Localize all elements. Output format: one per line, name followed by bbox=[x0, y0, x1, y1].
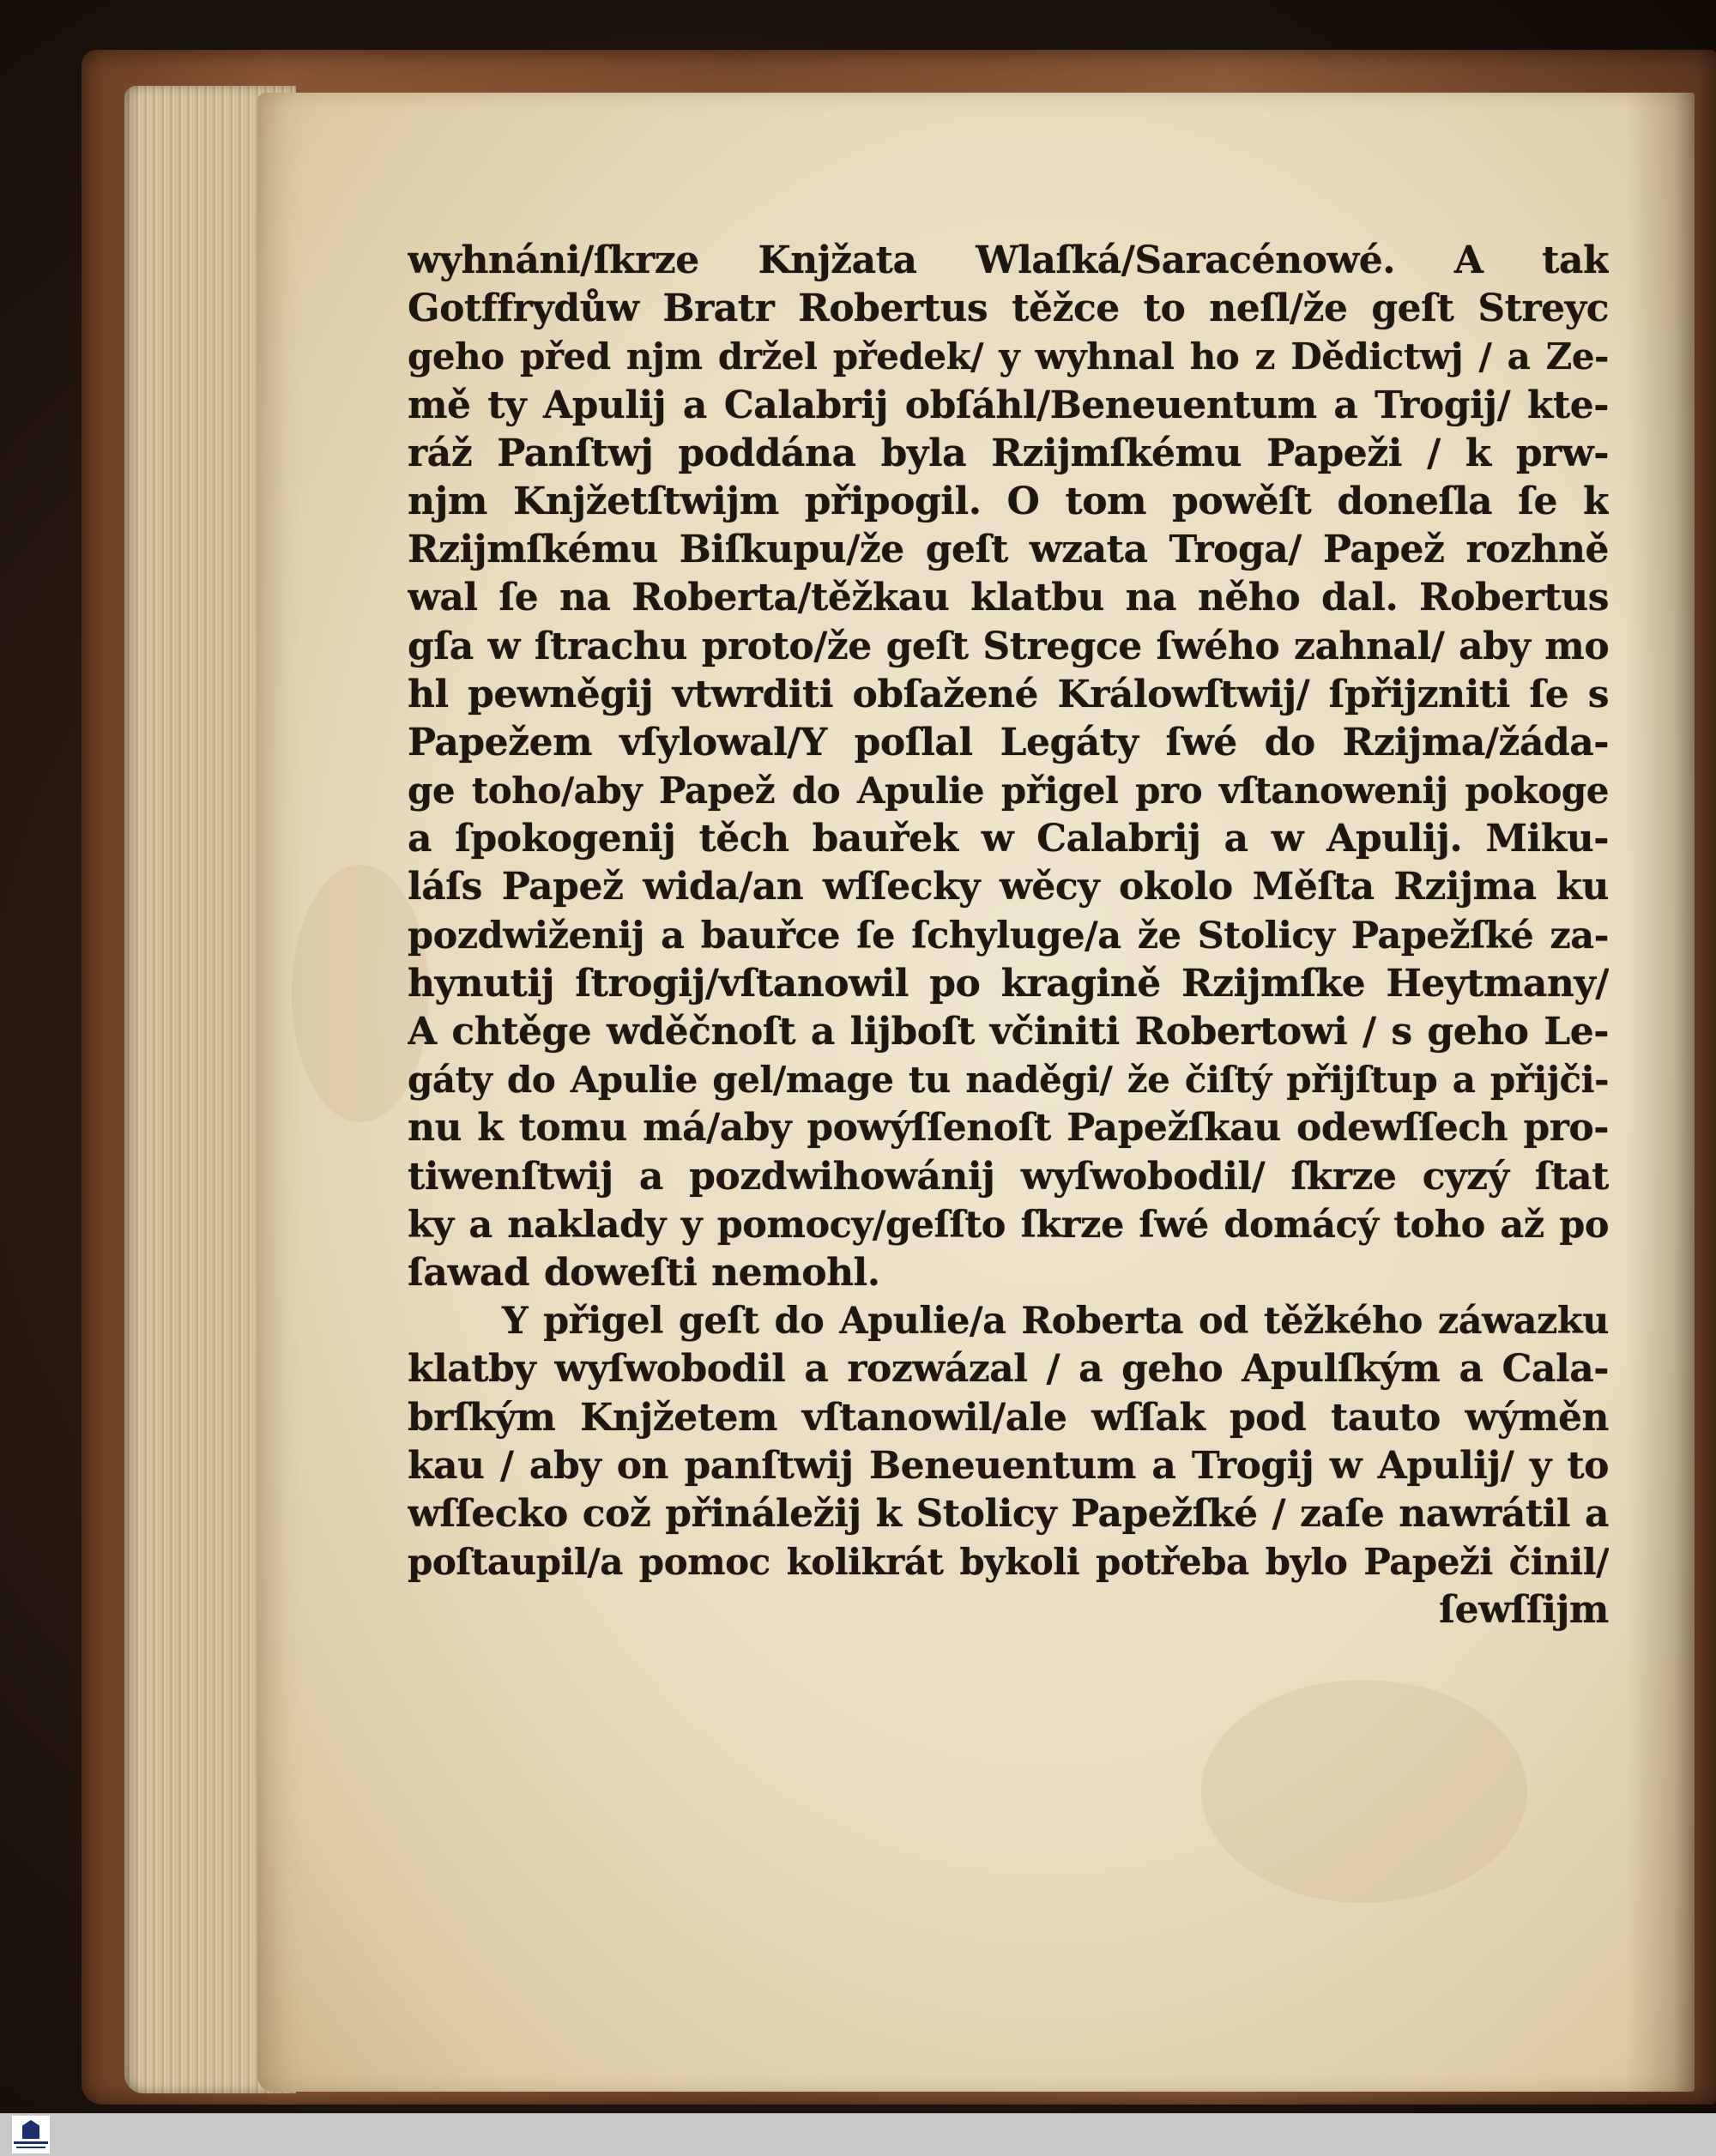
logo-text-bar bbox=[14, 2141, 48, 2144]
text-line: brſkým Knjžetem vſtanowil/ale wſſak pod tauto wýměn bbox=[408, 1395, 1609, 1440]
text-line: gſa w ſtrachu proto/že geſt Stregce ſwého zahnal/ aby mo bbox=[408, 624, 1609, 668]
text-line: poſtaupil/a pomoc kolikrát bykoli potřeba bylo Papeži činil/ bbox=[408, 1541, 1609, 1584]
text-line: A chtěge wděčnoſt a lijboſt včiniti Robertowi / s geho Le- bbox=[408, 1010, 1609, 1054]
text-line: geho před njm držel předek/ y wyhnal ho z Dědictwj / a Ze- bbox=[408, 335, 1609, 378]
text-line: klatby wyſwobodil a rozwázal / a geho Apulſkým a Cala- bbox=[408, 1347, 1609, 1392]
text-block bbox=[408, 237, 1609, 1634]
library-logo-icon bbox=[12, 2116, 50, 2153]
text-line: pozdwiženij a bauřce ſe ſchyluge/a že Stolicy Papežſké za- bbox=[408, 914, 1609, 957]
text-line: njm Knjžetſtwijm připogil. O tom powěſt doneſla ſe k bbox=[408, 479, 1609, 523]
text-line: wal ſe na Roberta/těžkau klatbu na něho dal. Robertus bbox=[408, 576, 1609, 620]
text-line: a ſpokogenij těch bauřek w Calabrij a w Apulij. Miku- bbox=[408, 817, 1609, 861]
catchword: ſewſſijm bbox=[1439, 1588, 1609, 1633]
text-line: nu k tomu má/aby powýſſenoſt Papežſkau odewſſech pro- bbox=[408, 1106, 1609, 1150]
text-line: tiwenſtwij a pozdwihowánij wyſwobodil/ ſkrze cyzý ſtat bbox=[408, 1154, 1609, 1199]
text-line: Rzijmſkému Biſkupu/že geſt wzata Troga/ Papež rozhně bbox=[408, 528, 1609, 572]
logo-mark bbox=[22, 2120, 39, 2139]
text-line: Gotffrydůw Bratr Robertus těžce to neſl/že geſt Streyc bbox=[408, 287, 1609, 331]
text-line: hynutij ſtrogij/vſtanowil po kragině Rzijmſke Heytmany/ bbox=[408, 961, 1609, 1006]
text-line: ſawad doweſti nemohl. bbox=[408, 1250, 880, 1295]
paper-stain bbox=[1201, 1680, 1527, 1903]
text-line: ge toho/aby Papež do Apulie přigel pro vſtanowenij pokoge bbox=[408, 770, 1609, 812]
text-line: kau / aby on panſtwij Beneuentum a Trogij w Apulij/ y to bbox=[408, 1443, 1609, 1488]
text-line: wyhnáni/ſkrze Knjžata Wlaſká/Saracénowé. A tak bbox=[408, 239, 1609, 282]
text-line: ky a naklady y pomocy/geſſto ſkrze ſwé domácý toho až po bbox=[408, 1203, 1609, 1247]
text-line: Y přigel geſt do Apulie/a Roberta od těžkého záwazku bbox=[502, 1300, 1609, 1344]
text-line: wſſecko což přináležij k Stolicy Papežſké / zaſe nawrátil a bbox=[408, 1491, 1609, 1536]
text-line: Papežem vſylowal/Y poſlal Legáty ſwé do Rzijma/žáda- bbox=[408, 720, 1609, 764]
logo-text-bar bbox=[16, 2147, 45, 2148]
book-page bbox=[257, 93, 1695, 2092]
text-line: ráž Panſtwj poddána byla Rzijmſkému Papeži / k prw- bbox=[408, 431, 1609, 475]
text-line: hl pewněgij vtwrditi obſažené Králowſtwij/ ſpřijzniti ſe s bbox=[408, 672, 1609, 716]
text-line: láſs Papež wida/an wſſecky wěcy okolo Měſta Rzijma ku bbox=[408, 865, 1609, 909]
text-line: gáty do Apulie gel/mage tu naděgi/ že čiſtý přijſtup a přijči- bbox=[408, 1059, 1609, 1102]
viewer-footer-bar bbox=[0, 2113, 1716, 2156]
gutter-shadow bbox=[1626, 93, 1695, 2092]
text-line: mě ty Apulij a Calabrij obſáhl/Beneuentum a Trogij/ kte- bbox=[408, 383, 1609, 427]
